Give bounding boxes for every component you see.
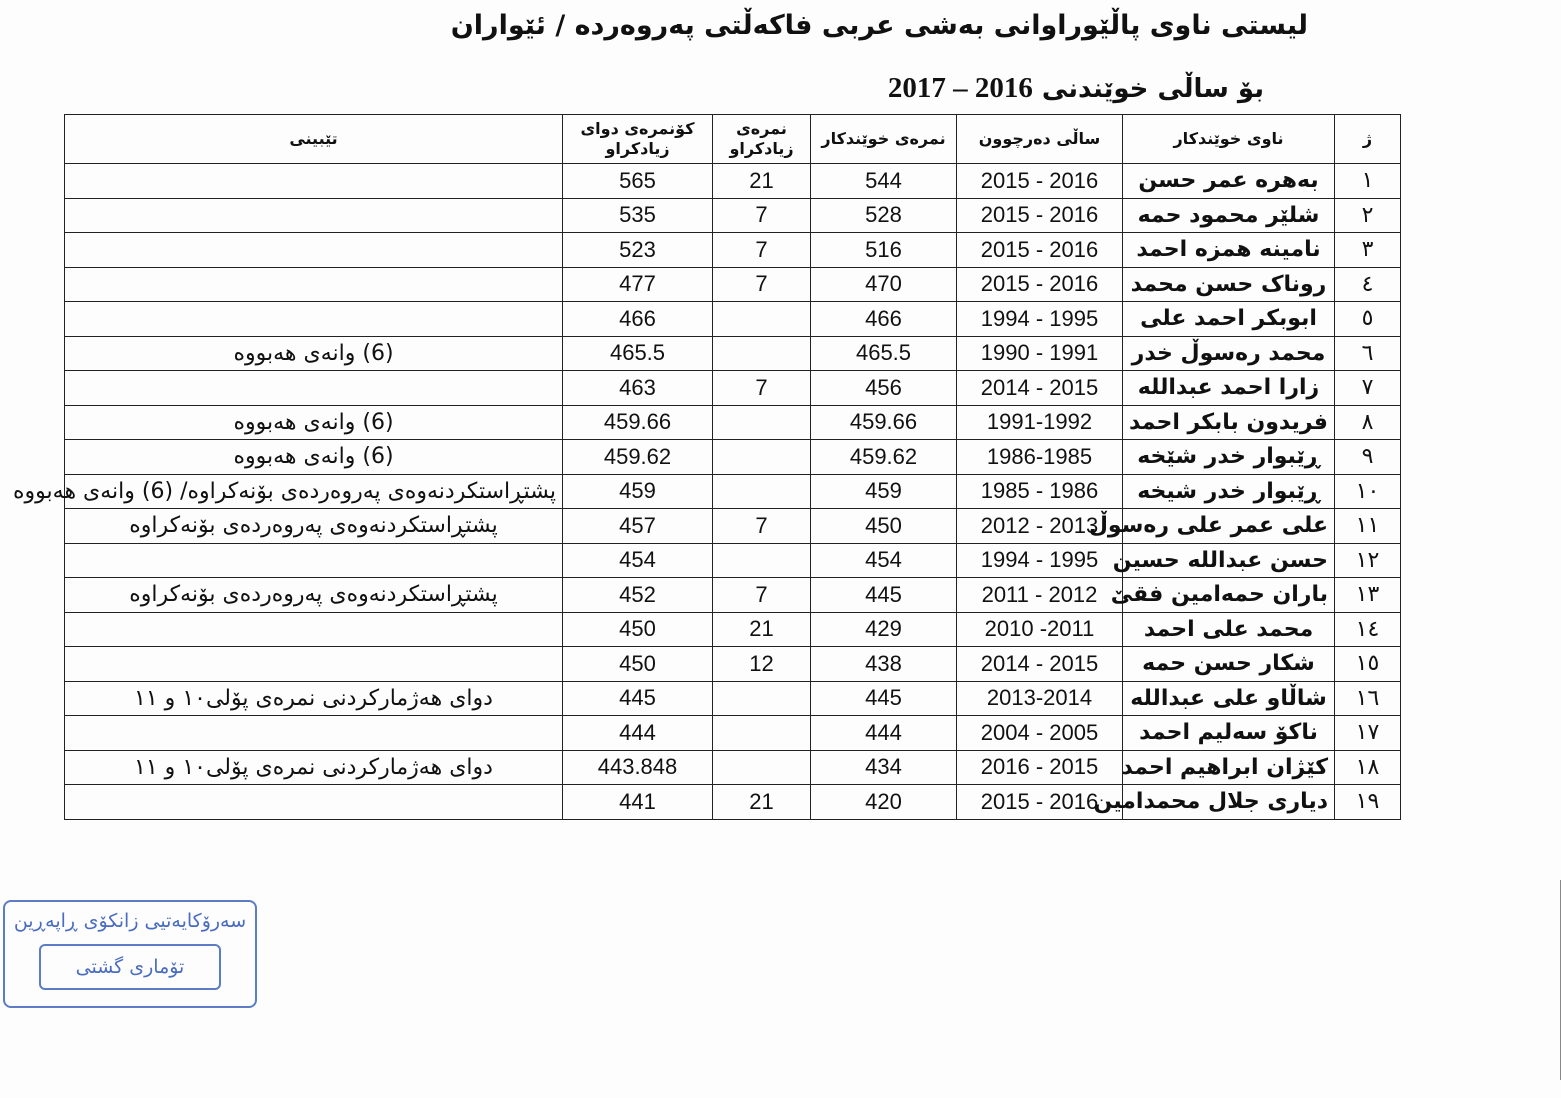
added-score: 7 — [713, 371, 811, 406]
added-score: 21 — [713, 785, 811, 820]
student-name: کێژان ابراهیم احمد — [1123, 750, 1335, 785]
student-name: ابوبکر احمد علی — [1123, 302, 1335, 337]
table-row — [65, 267, 1401, 302]
added-score: 12 — [713, 647, 811, 682]
row-index: ١٩ — [1335, 785, 1401, 820]
added-score: 7 — [713, 578, 811, 613]
student-score: 456 — [811, 371, 957, 406]
graduation-year: 2012 - 2011 — [957, 578, 1123, 613]
row-index: ١٧ — [1335, 716, 1401, 751]
header-total-after: کۆنمرەی دوای زیادکراو — [563, 115, 713, 164]
row-note — [65, 543, 563, 578]
student-name: شاڵاو علی عبدالله — [1123, 681, 1335, 716]
graduation-year: 2016 - 2015 — [957, 267, 1123, 302]
total-score: 459.62 — [563, 440, 713, 475]
row-index: ٨ — [1335, 405, 1401, 440]
student-name: محمد رەسوڵ خدر — [1123, 336, 1335, 371]
graduation-year: 2015 - 2014 — [957, 647, 1123, 682]
student-name: بەهرە عمر حسن — [1123, 164, 1335, 199]
row-index: ١١ — [1335, 509, 1401, 544]
added-score: 7 — [713, 267, 811, 302]
graduation-year: 1986-1985 — [957, 440, 1123, 475]
table-header-row — [65, 115, 1401, 164]
row-index: ٩ — [1335, 440, 1401, 475]
table-row — [65, 612, 1401, 647]
row-note — [65, 371, 563, 406]
total-score: 443.848 — [563, 750, 713, 785]
table-row — [65, 233, 1401, 268]
table-row — [65, 578, 1401, 613]
total-score: 452 — [563, 578, 713, 613]
table-row — [65, 302, 1401, 337]
student-score: 528 — [811, 198, 957, 233]
graduation-year: 2011- 2010 — [957, 612, 1123, 647]
student-name: باران حمەامین فقێ — [1123, 578, 1335, 613]
total-score: 535 — [563, 198, 713, 233]
added-score — [713, 302, 811, 337]
table-row — [65, 543, 1401, 578]
student-score: 544 — [811, 164, 957, 199]
total-score: 459 — [563, 474, 713, 509]
total-score: 459.66 — [563, 405, 713, 440]
row-index: ١٤ — [1335, 612, 1401, 647]
row-note — [65, 302, 563, 337]
row-note — [65, 267, 563, 302]
table-row — [65, 198, 1401, 233]
row-note: (6) وانەی هەبووە — [65, 440, 563, 475]
added-score: 21 — [713, 164, 811, 199]
graduation-year: 1995 - 1994 — [957, 543, 1123, 578]
student-name: روناک حسن محمد — [1123, 267, 1335, 302]
added-score: 7 — [713, 509, 811, 544]
row-index: ٧ — [1335, 371, 1401, 406]
student-name: زارا احمد عبدالله — [1123, 371, 1335, 406]
document-title: لیستی ناوی پاڵێوراوانی بەشی عربی فاکەڵتی پەروەردە / ئێواران — [450, 10, 1308, 41]
graduation-year: 2016 - 2015 — [957, 785, 1123, 820]
row-index: ١٠ — [1335, 474, 1401, 509]
student-name: حسن عبدالله حسین — [1123, 543, 1335, 578]
row-note: پشتڕاستکردنەوەی پەروەردەی بۆنەکراوە/ (6) وانەی هەبووە — [65, 474, 563, 509]
table-row — [65, 336, 1401, 371]
graduation-year: 2013 - 2012 — [957, 509, 1123, 544]
row-note — [65, 785, 563, 820]
row-note: پشتڕاستکردنەوەی پەروەردەی بۆنەکراوە — [65, 578, 563, 613]
row-index: ٣ — [1335, 233, 1401, 268]
row-index: ٦ — [1335, 336, 1401, 371]
student-score: 459 — [811, 474, 957, 509]
student-score: 429 — [811, 612, 957, 647]
student-name: ڕێبوار خدر شێخە — [1123, 440, 1335, 475]
graduation-year: 1995 - 1994 — [957, 302, 1123, 337]
student-name: ڕێبوار خدر شیخه — [1123, 474, 1335, 509]
added-score — [713, 440, 811, 475]
row-index: ١٣ — [1335, 578, 1401, 613]
student-name: محمد علی احمد — [1123, 612, 1335, 647]
header-added-score: نمرەی زیادکراو — [713, 115, 811, 164]
row-note — [65, 716, 563, 751]
graduation-year: 1991 - 1990 — [957, 336, 1123, 371]
row-index: ١٦ — [1335, 681, 1401, 716]
table-row — [65, 647, 1401, 682]
total-score: 450 — [563, 647, 713, 682]
added-score: 7 — [713, 198, 811, 233]
row-note: دوای هەژمارکردنی نمرەی پۆلی١٠ و ١١ — [65, 681, 563, 716]
row-index: ٥ — [1335, 302, 1401, 337]
added-score — [713, 750, 811, 785]
graduation-year: 1991-1992 — [957, 405, 1123, 440]
table-row — [65, 405, 1401, 440]
student-score: 444 — [811, 716, 957, 751]
header-student-score: نمرەی خوێندکار — [811, 115, 957, 164]
student-score: 434 — [811, 750, 957, 785]
student-name: علی عمر علی رەسوڵ — [1123, 509, 1335, 544]
added-score — [713, 681, 811, 716]
total-score: 477 — [563, 267, 713, 302]
row-note: (6) وانەی هەبووە — [65, 336, 563, 371]
student-name: نامینه همزه احمد — [1123, 233, 1335, 268]
student-score: 420 — [811, 785, 957, 820]
table-row — [65, 474, 1401, 509]
table-row — [65, 681, 1401, 716]
paper-edge — [1260, 880, 1561, 1080]
student-score: 450 — [811, 509, 957, 544]
total-score: 454 — [563, 543, 713, 578]
student-name: فریدون بابکر احمد — [1123, 405, 1335, 440]
total-score: 465.5 — [563, 336, 713, 371]
total-score: 444 — [563, 716, 713, 751]
official-stamp — [3, 900, 257, 1008]
row-note: پشتڕاستکردنەوەی پەروەردەی بۆنەکراوە — [65, 509, 563, 544]
total-score: 445 — [563, 681, 713, 716]
row-note — [65, 198, 563, 233]
added-score — [713, 336, 811, 371]
row-note: دوای هەژمارکردنی نمرەی پۆلی١٠ و ١١ — [65, 750, 563, 785]
graduation-year: 2016 - 2015 — [957, 164, 1123, 199]
row-note — [65, 233, 563, 268]
stamp-registry-text: تۆماری گشتی — [39, 944, 221, 990]
total-score: 450 — [563, 612, 713, 647]
graduation-year: 2016 - 2015 — [957, 233, 1123, 268]
graduation-year: 2015 - 2016 — [957, 750, 1123, 785]
row-index: ١٥ — [1335, 647, 1401, 682]
total-score: 565 — [563, 164, 713, 199]
header-name: ناوی خوێندکار — [1123, 115, 1335, 164]
graduation-year: 2016 - 2015 — [957, 198, 1123, 233]
table-row — [65, 164, 1401, 199]
graduation-year: 2015 - 2014 — [957, 371, 1123, 406]
table-row — [65, 509, 1401, 544]
student-score: 459.62 — [811, 440, 957, 475]
student-score: 454 — [811, 543, 957, 578]
student-score: 445 — [811, 578, 957, 613]
student-score: 466 — [811, 302, 957, 337]
added-score — [713, 716, 811, 751]
row-index: ١ — [1335, 164, 1401, 199]
table-body — [13, 164, 1401, 820]
student-name: دیاری جلال محمدامین — [1123, 785, 1335, 820]
student-score: 516 — [811, 233, 957, 268]
row-index: ١٢ — [1335, 543, 1401, 578]
graduation-year: 2013-2014 — [957, 681, 1123, 716]
row-note — [65, 164, 563, 199]
added-score: 7 — [713, 233, 811, 268]
total-score: 441 — [563, 785, 713, 820]
candidates-table — [13, 114, 1401, 820]
row-note: (6) وانەی هەبووە — [65, 405, 563, 440]
student-score: 465.5 — [811, 336, 957, 371]
student-score: 445 — [811, 681, 957, 716]
graduation-year: 2005 - 2004 — [957, 716, 1123, 751]
total-score: 463 — [563, 371, 713, 406]
student-score: 438 — [811, 647, 957, 682]
table-row — [65, 785, 1401, 820]
academic-year-subtitle — [888, 72, 1264, 105]
total-score: 466 — [563, 302, 713, 337]
table-row — [65, 371, 1401, 406]
student-score: 459.66 — [811, 405, 957, 440]
row-note — [65, 612, 563, 647]
row-index: ٢ — [1335, 198, 1401, 233]
added-score — [713, 543, 811, 578]
graduation-year: 1986 - 1985 — [957, 474, 1123, 509]
student-name: ناکۆ سەلیم احمد — [1123, 716, 1335, 751]
table-row — [65, 750, 1401, 785]
total-score: 523 — [563, 233, 713, 268]
student-score: 470 — [811, 267, 957, 302]
added-score — [713, 474, 811, 509]
header-notes: تێبینی — [65, 115, 563, 164]
row-index: ٤ — [1335, 267, 1401, 302]
added-score: 21 — [713, 612, 811, 647]
row-note — [65, 647, 563, 682]
row-index: ١٨ — [1335, 750, 1401, 785]
table-row — [65, 440, 1401, 475]
header-index: ژ — [1335, 115, 1401, 164]
stamp-university-text: سەرۆکایەتیی زانکۆی ڕاپەڕین — [13, 910, 247, 932]
header-graduation-year: ساڵی دەرچوون — [957, 115, 1123, 164]
subtitle-years: 2016 – 2017 — [887, 72, 1033, 104]
added-score — [713, 405, 811, 440]
total-score: 457 — [563, 509, 713, 544]
student-name: شلێر محمود حمه — [1123, 198, 1335, 233]
student-name: شکار حسن حمه — [1123, 647, 1335, 682]
subtitle-prefix: بۆ ساڵی خوێندنی — [1041, 74, 1264, 104]
table-row — [65, 716, 1401, 751]
